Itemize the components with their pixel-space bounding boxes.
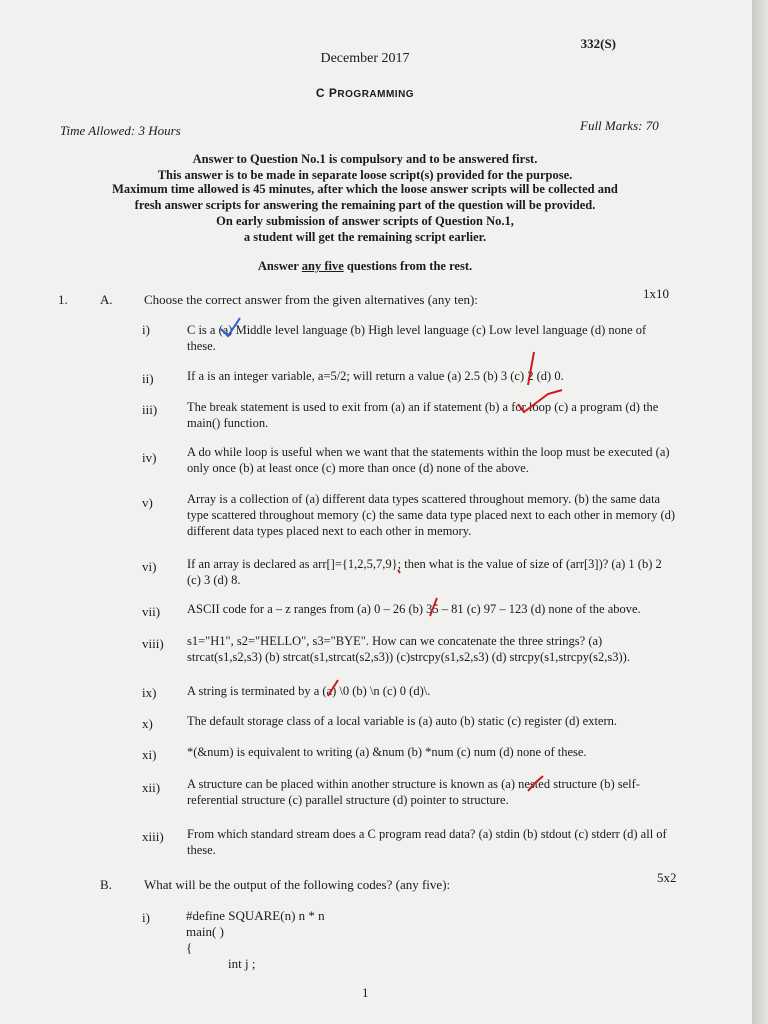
part-a-letter: A. [100,292,113,307]
full-marks: Full Marks: 70 [580,118,659,133]
paper-code: 332(S) [580,36,616,51]
red-slash-mark [430,598,437,616]
item-text: Array is a collection of (a) different data types scattered throughout memory. (b) the same data type scattered throughout memory (c) the same data type placed next to each other in memory (d) different data types placed next to each other in memory. [187,492,676,538]
page-number: 1 [362,985,369,1000]
item-number: xiii) [142,829,164,844]
blue-tick-mark [221,318,240,336]
item-number: v) [142,495,153,510]
item-text: If an array is declared as arr[]={1,2,5,7,9}; then what is the value of size of (arr[3])? (a) 1 (b) 2 (c) 3 (d) 8. [187,557,662,587]
item-number: xii) [142,780,161,795]
item-number: x) [142,716,153,731]
item-number: vi) [142,559,157,574]
red-slash-mark [328,680,338,696]
item-text: *(&num) is equivalent to writing (a) &num (b) *num (c) num (d) none of these. [187,745,587,759]
five-underlined: any five [301,259,344,273]
item-text: ASCII code for a – z ranges from (a) 0 – 26 (b) 35 – 81 (c) 97 – 123 (d) none of the above. [187,602,641,616]
item-number: vii) [142,604,161,619]
part-b-instruction: What will be the output of the following codes? (any five): [144,877,451,892]
code-line: int j ; [228,956,256,971]
item-text: s1="H1", s2="HELLO", s3="BYE". How can we concatenate the three strings? (a) strcat(s1,s2,s3) (b) strcat(s1,strcat(s2,s3)) (c)strcpy(s1,s2,s3) (d) strcpy(s1,strcpy(s2,s3)). [187,634,630,664]
item-number: iii) [142,402,158,417]
instruction-line: fresh answer scripts for answering the remaining part of the question will be provided. [134,198,596,212]
item-number: xi) [142,747,157,762]
item-text: The break statement is used to exit from (a) an if statement (b) a for loop (c) a program (d) the main() function. [187,400,659,430]
item-number: ix) [142,685,157,700]
red-dot-mark [398,570,400,573]
code-line: { [186,940,193,955]
code-line: main( ) [186,924,224,939]
five-after: questions from the rest. [343,259,473,273]
item-text: A structure can be placed within another structure is known as (a) nested structure (b) self-referential structure (c) parallel structure (d) pointer to structure. [187,777,640,807]
part-a-instruction: Choose the correct answer from the given alternatives (any ten): [144,292,478,307]
instruction-line: Answer to Question No.1 is compulsory and to be answered first. [192,152,538,166]
five-before: Answer [257,259,302,273]
code-line: #define SQUARE(n) n * n [186,908,325,923]
item-text: The default storage class of a local variable is (a) auto (b) static (c) register (d) extern. [187,714,618,728]
item-text: C is a (a) Middle level language (b) High level language (c) Low level language (d) none of these. [187,323,647,353]
red-tick-mark [518,390,562,412]
item-text: A string is terminated by a (a) \0 (b) \n (c) 0 (d)\. [187,684,431,698]
instruction-line: On early submission of answer scripts of Question No.1, [216,214,514,228]
red-slash-mark [528,352,534,385]
time-allowed: Time Allowed: 3 Hours [60,123,181,138]
page-edge [752,0,768,1024]
item-number: ii) [142,371,154,386]
item-text: A do while loop is useful when we want that the statements within the loop must be executed (a) only once (b) at least once (c) more than once (d) none of the above. [187,445,670,475]
instruction-line: a student will get the remaining script earlier. [243,230,487,244]
item-number: i) [142,910,150,925]
title-rest: ROGRAMMING [337,89,415,100]
part-b-marks: 5x2 [657,870,677,885]
part-b-letter: B. [100,877,112,892]
question-number: 1. [58,292,68,307]
item-text: If a is an integer variable, a=5/2; will return a value (a) 2.5 (b) 3 (c) 2 (d) 0. [187,369,564,383]
instruction-line: Maximum time allowed is 45 minutes, after which the loose answer scripts will be collected and [112,182,618,196]
item-number: viii) [142,636,164,651]
red-tick-mark [528,776,543,791]
part-a-marks: 1x10 [643,286,669,301]
instruction-line: This answer is to be made in separate loose script(s) provided for the purpose. [157,168,573,182]
item-number: i) [142,322,150,337]
title-first: C P [315,86,338,100]
exam-date: December 2017 [320,51,410,66]
item-number: iv) [142,450,157,465]
item-text: From which standard stream does a C program read data? (a) stdin (b) stdout (c) stderr (d) all of these. [187,827,667,857]
